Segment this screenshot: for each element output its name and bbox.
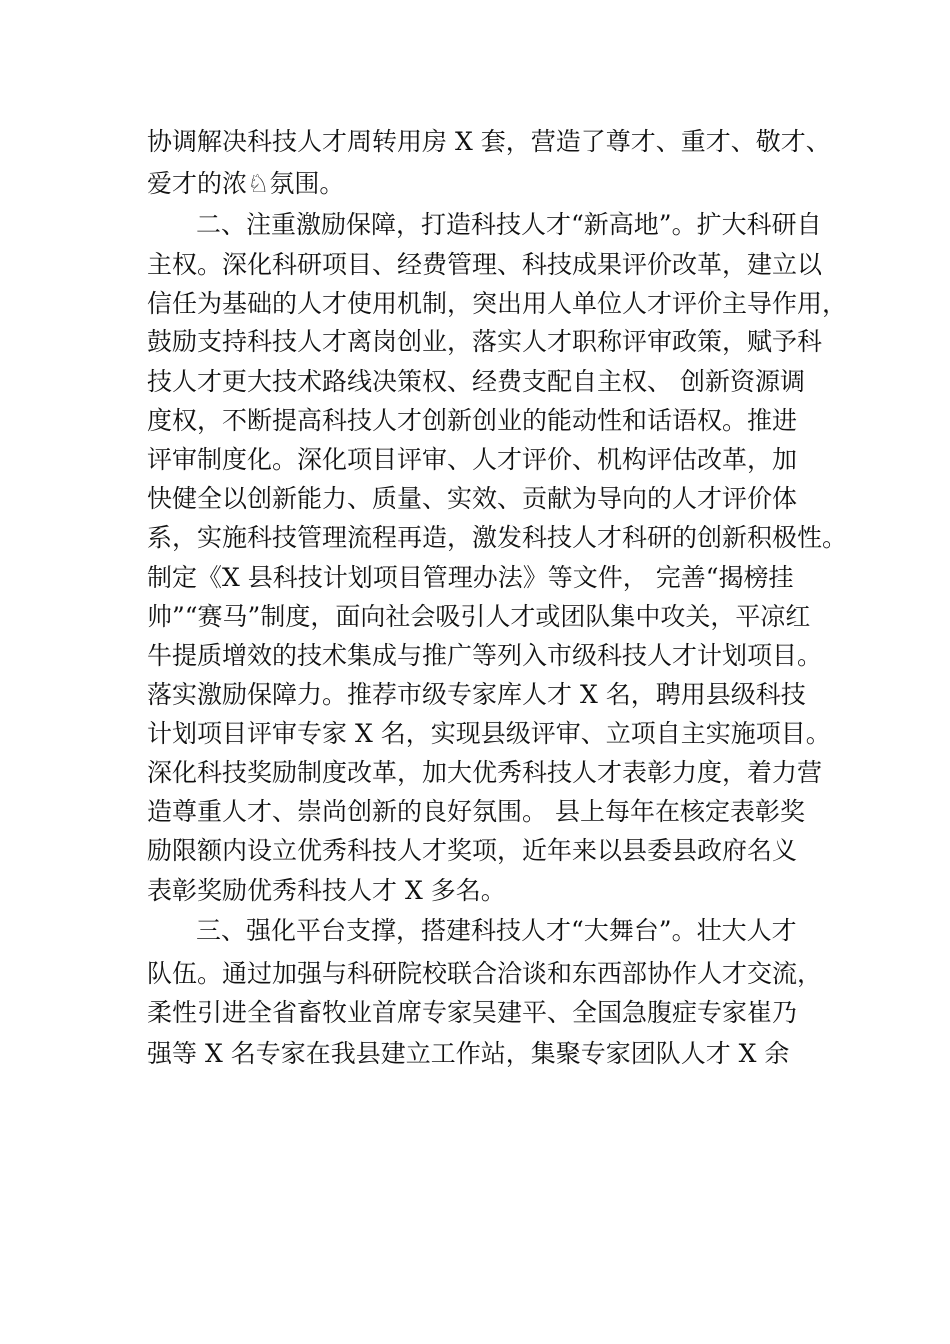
text-line: 柔性引进全省畜牧业首席专家吴建平、全国急腹症专家崔乃 [147, 998, 798, 1027]
text-line: 造尊重人才、崇尚创新的良好氛围。 县上每年在核定表彰奖 [147, 797, 805, 826]
text-line: 计划项目评审专家 X 名，实现县级评审、立项自主实施项目。 [147, 719, 831, 748]
text-line: 快健全以创新能力、质量、实效、贡献为导向的人才评价体 [147, 484, 798, 513]
section-heading-line: 二、注重激励保障，打造科技人才“新高地”。扩大科研自 [196, 210, 822, 239]
section-heading-line: 三、强化平台支撑，搭建科技人才“大舞台”。壮大人才 [196, 916, 797, 945]
text-line: 协调解决科技人才周转用房 X 套，营造了尊才、重才、敬才、 [147, 127, 831, 156]
text-line: 励限额内设立优秀科技人才奖项，近年来以县委县政府名义 [147, 836, 798, 865]
text-line: 评审制度化。深化项目评审、人才评价、机构评估改革，加 [147, 445, 798, 474]
text-line: 强等 X 名专家在我县建立工作站，集聚专家团队人才 X 余 [147, 1039, 790, 1068]
text-line: 落实激励保障力。推荐市级专家库人才 X 名，聘用县级科技 [147, 680, 806, 709]
text-line: 技人才更大技术路线决策权、经费支配自主权、 创新资源调 [147, 367, 805, 396]
text-line: 表彰奖励优秀科技人才 X 多名。 [147, 876, 506, 905]
text-line: 鼓励支持科技人才离岗创业，落实人才职称评审政策，赋予科 [147, 327, 823, 356]
text-line: 主权。深化科研项目、经费管理、科技成果评价改革，建立以 [147, 250, 823, 279]
text-line: 帅”“赛马”制度，面向社会吸引人才或团队集中攻关，平凉红 [147, 602, 811, 631]
text-line: 系，实施科技管理流程再造，激发科技人才科研的创新积极性。 [147, 523, 848, 552]
text-line: 爱才的浓♘氛围。 [147, 169, 345, 198]
text-line: 深化科技奖励制度改革，加大优秀科技人才表彰力度，着力营 [147, 758, 823, 787]
text-line: 牛提质增效的技术集成与推广等列入市级科技人才计划项目。 [147, 641, 823, 670]
text-line: 度权，不断提高科技人才创新创业的能动性和话语权。推进 [147, 406, 798, 435]
text-line: 队伍。通过加强与科研院校联合洽谈和东西部协作人才交流， [147, 959, 823, 988]
text-line: 信任为基础的人才使用机制，突出用人单位人才评价主导作用， [147, 289, 848, 318]
text-line: 制定《X 县科技计划项目管理办法》等文件， 完善“揭榜挂 [147, 563, 794, 592]
